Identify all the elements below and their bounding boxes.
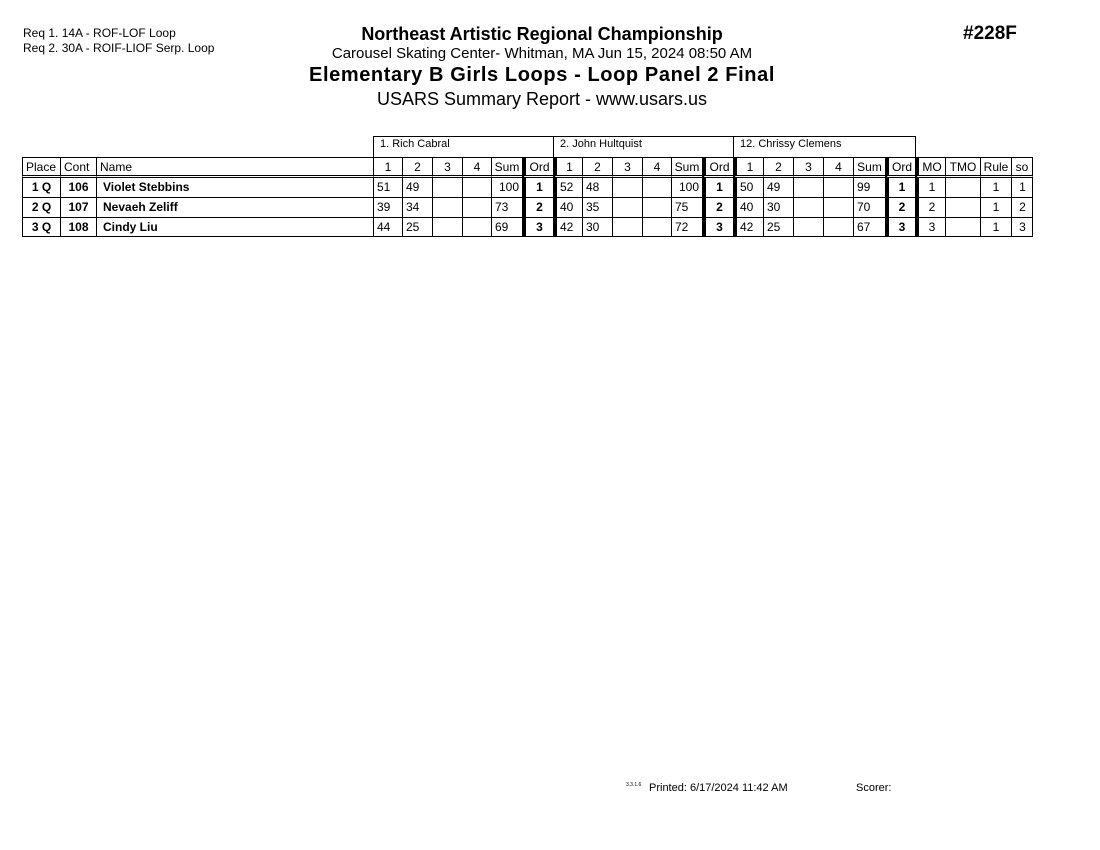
col-header-j2-1: 1 xyxy=(553,157,582,178)
footer-printed: Printed: 6/17/2024 11:42 AM xyxy=(649,782,788,794)
j2-score-3-cell xyxy=(612,218,642,237)
rule-cell: 1 xyxy=(980,178,1011,198)
j2-sum-cell: 100 xyxy=(671,178,702,198)
j1-sum-cell: 73 xyxy=(491,198,522,218)
venue-datetime: Carousel Skating Center- Whitman, MA Jun 15, 2024 08:50 AM xyxy=(331,45,753,62)
j2-score-2-cell: 30 xyxy=(582,218,612,237)
j2-score-3-cell xyxy=(612,178,642,198)
judge-header-3: 12. Chrissy Clemens xyxy=(733,136,916,157)
j2-score-2-cell: 35 xyxy=(582,198,612,218)
judge-header-2: 2. John Hultquist xyxy=(553,136,734,157)
mo-cell: 2 xyxy=(915,198,945,218)
j3-ord-cell: 3 xyxy=(885,218,915,237)
j2-sum-cell: 72 xyxy=(671,218,702,237)
j1-score-3-cell xyxy=(432,218,462,237)
j3-score-1-cell: 50 xyxy=(733,178,763,198)
requirement-2: Req 2. 30A - ROIF-LIOF Serp. Loop xyxy=(23,41,215,55)
col-header-j1-ord: Ord xyxy=(522,157,553,178)
cont-cell: 107 xyxy=(60,198,96,218)
col-header-j3-ord: Ord xyxy=(885,157,915,178)
j1-score-2-cell: 25 xyxy=(402,218,432,237)
col-header-so: so xyxy=(1011,157,1033,178)
footer-scorer: Scorer: xyxy=(856,782,892,794)
col-header-place: Place xyxy=(22,157,60,178)
j1-score-4-cell xyxy=(462,178,491,198)
j1-score-2-cell: 49 xyxy=(402,178,432,198)
j1-ord-cell: 1 xyxy=(522,178,553,198)
tmo-cell xyxy=(945,218,980,237)
col-header-tmo: TMO xyxy=(945,157,980,178)
col-header-j2-3: 3 xyxy=(612,157,642,178)
j2-score-4-cell xyxy=(642,198,671,218)
j3-score-4-cell xyxy=(823,178,853,198)
cont-cell: 106 xyxy=(60,178,96,198)
j2-score-1-cell: 40 xyxy=(553,198,582,218)
requirement-1: Req 1. 14A - ROF-LOF Loop xyxy=(23,26,176,40)
j3-score-2-cell: 25 xyxy=(763,218,793,237)
place-cell: 1 Q xyxy=(22,178,60,198)
j3-sum-cell: 99 xyxy=(853,178,885,198)
j2-ord-cell: 1 xyxy=(702,178,733,198)
mo-cell: 3 xyxy=(915,218,945,237)
j1-score-4-cell xyxy=(462,218,491,237)
j3-sum-cell: 70 xyxy=(853,198,885,218)
j2-score-4-cell xyxy=(642,218,671,237)
col-header-j3-4: 4 xyxy=(823,157,853,178)
j1-ord-cell: 3 xyxy=(522,218,553,237)
col-header-mo: MO xyxy=(915,157,945,178)
so-cell: 3 xyxy=(1011,218,1033,237)
rule-cell: 1 xyxy=(980,198,1011,218)
col-header-j2-sum: Sum xyxy=(671,157,702,178)
j3-score-1-cell: 42 xyxy=(733,218,763,237)
event-title: Elementary B Girls Loops - Loop Panel 2 Final xyxy=(309,64,775,86)
j1-score-1-cell: 44 xyxy=(373,218,402,237)
j3-ord-cell: 1 xyxy=(885,178,915,198)
j2-score-4-cell xyxy=(642,178,671,198)
j2-sum-cell: 75 xyxy=(671,198,702,218)
tmo-cell xyxy=(945,178,980,198)
j3-sum-cell: 67 xyxy=(853,218,885,237)
mo-cell: 1 xyxy=(915,178,945,198)
j1-score-3-cell xyxy=(432,198,462,218)
footer-version: 3.3.1.6 xyxy=(626,782,642,788)
j1-ord-cell: 2 xyxy=(522,198,553,218)
col-header-j1-sum: Sum xyxy=(491,157,522,178)
col-header-j1-4: 4 xyxy=(462,157,491,178)
rule-cell: 1 xyxy=(980,218,1011,237)
name-cell: Nevaeh Zeliff xyxy=(96,198,373,218)
j3-score-2-cell: 49 xyxy=(763,178,793,198)
col-header-j3-sum: Sum xyxy=(853,157,885,178)
j2-score-3-cell xyxy=(612,198,642,218)
j2-score-1-cell: 52 xyxy=(553,178,582,198)
place-cell: 3 Q xyxy=(22,218,60,237)
j3-ord-cell: 2 xyxy=(885,198,915,218)
col-header-j3-3: 3 xyxy=(793,157,823,178)
j3-score-3-cell xyxy=(793,218,823,237)
j1-sum-cell: 69 xyxy=(491,218,522,237)
col-header-j1-3: 3 xyxy=(432,157,462,178)
j2-score-2-cell: 48 xyxy=(582,178,612,198)
j1-sum-cell: 100 xyxy=(491,178,522,198)
j3-score-2-cell: 30 xyxy=(763,198,793,218)
col-header-j3-1: 1 xyxy=(733,157,763,178)
j1-score-1-cell: 51 xyxy=(373,178,402,198)
judge-header-1: 1. Rich Cabral xyxy=(373,136,554,157)
j3-score-1-cell: 40 xyxy=(733,198,763,218)
name-cell: Cindy Liu xyxy=(96,218,373,237)
tmo-cell xyxy=(945,198,980,218)
col-header-j1-2: 2 xyxy=(402,157,432,178)
col-header-j2-2: 2 xyxy=(582,157,612,178)
so-cell: 2 xyxy=(1011,198,1033,218)
j2-ord-cell: 3 xyxy=(702,218,733,237)
j2-score-1-cell: 42 xyxy=(553,218,582,237)
col-header-j1-1: 1 xyxy=(373,157,402,178)
j3-score-3-cell xyxy=(793,198,823,218)
cont-cell: 108 xyxy=(60,218,96,237)
so-cell: 1 xyxy=(1011,178,1033,198)
col-header-j2-4: 4 xyxy=(642,157,671,178)
j1-score-2-cell: 34 xyxy=(402,198,432,218)
j1-score-3-cell xyxy=(432,178,462,198)
col-header-rule: Rule xyxy=(980,157,1011,178)
j1-score-1-cell: 39 xyxy=(373,198,402,218)
j3-score-4-cell xyxy=(823,218,853,237)
event-number: #228F xyxy=(963,23,1017,44)
col-header-cont: Cont xyxy=(60,157,96,178)
j3-score-3-cell xyxy=(793,178,823,198)
j2-ord-cell: 2 xyxy=(702,198,733,218)
report-title: USARS Summary Report - www.usars.us xyxy=(376,89,708,109)
place-cell: 2 Q xyxy=(22,198,60,218)
j1-score-4-cell xyxy=(462,198,491,218)
name-cell: Violet Stebbins xyxy=(96,178,373,198)
col-header-j2-ord: Ord xyxy=(702,157,733,178)
j3-score-4-cell xyxy=(823,198,853,218)
col-header-name: Name xyxy=(96,157,373,178)
championship-title: Northeast Artistic Regional Championship xyxy=(361,24,723,44)
col-header-j3-2: 2 xyxy=(763,157,793,178)
